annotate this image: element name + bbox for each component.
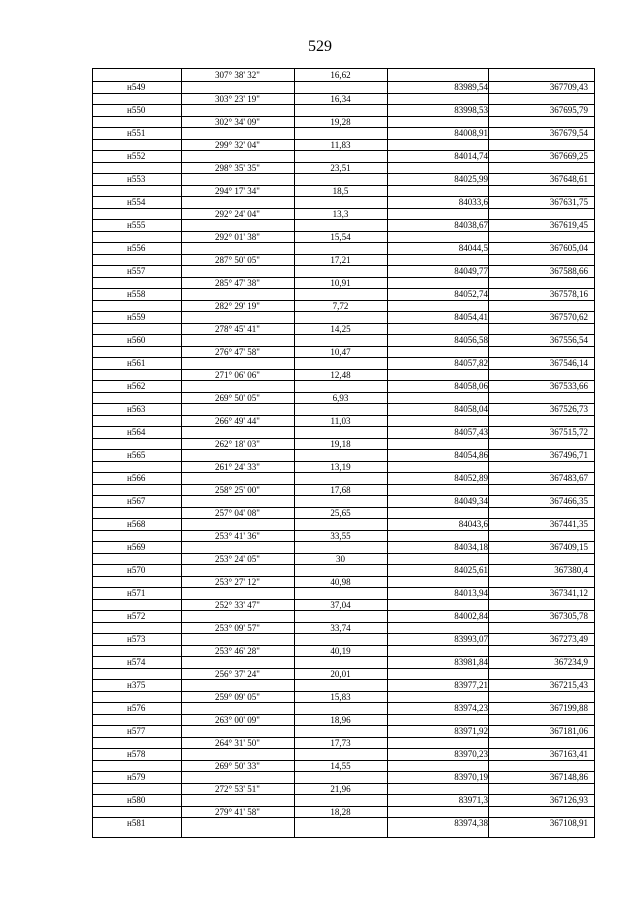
x-coordinate: 84044,5 [458,243,488,253]
y-coordinate: 367631,75 [549,197,588,207]
direction-angle: 269° 50' 33" [215,760,260,771]
segment-row [93,347,594,358]
segment-row [93,278,594,289]
segment-row [93,554,594,565]
segment-row [93,623,594,634]
segment-length: 15,54 [330,231,351,242]
point-row [93,289,594,300]
point-name: н550 [127,105,146,115]
segment-length: 14,55 [330,760,351,771]
point-row [93,266,594,277]
segment-row [93,692,594,703]
point-name: н566 [127,473,146,483]
direction-angle: 263° 00' 09" [215,714,260,725]
point-name: н573 [127,634,146,644]
segment-length: 16,62 [330,70,351,80]
segment-row [93,715,594,726]
x-coordinate: 83981,84 [454,657,488,667]
segment-row [93,416,594,427]
x-coordinate: 84025,61 [454,565,488,575]
x-coordinate: 84052,89 [454,473,488,483]
segment-length: 30 [336,553,345,564]
x-coordinate: 84052,74 [454,289,488,299]
direction-angle: 253° 46' 28" [215,645,260,656]
point-row [93,82,594,93]
y-coordinate: 367483,67 [549,473,588,483]
y-coordinate: 367273,49 [549,634,588,644]
segment-length: 33,74 [330,622,351,633]
x-coordinate: 84014,74 [454,151,488,161]
direction-angle: 256° 37' 24" [215,668,260,679]
direction-angle: 253° 24' 05" [215,553,260,564]
y-coordinate: 367570,62 [549,312,588,322]
point-row [93,772,594,783]
direction-angle: 287° 50' 05" [215,254,260,265]
direction-angle: 302° 34' 09" [215,116,260,127]
point-name: н579 [127,772,146,782]
segment-length: 21,96 [330,783,351,794]
point-name: н558 [127,289,146,299]
direction-angle: 269° 50' 05" [215,392,260,403]
point-row [93,795,594,806]
point-name: н574 [127,657,146,667]
segment-length: 10,47 [330,346,351,357]
x-coordinate: 83971,92 [454,726,488,736]
point-name: н375 [127,680,146,690]
segment-row [93,761,594,772]
point-row [93,335,594,346]
direction-angle: 292° 24' 04" [215,208,260,219]
segment-row [93,393,594,404]
point-row [93,542,594,553]
point-row [93,358,594,369]
x-coordinate: 84056,58 [454,335,488,345]
segment-row [93,485,594,496]
direction-angle: 294° 17' 34" [215,185,260,196]
y-coordinate: 367234,9 [554,657,588,667]
point-name: н556 [127,243,146,253]
segment-length: 15,83 [330,691,351,702]
segment-length: 17,68 [330,484,351,495]
y-coordinate: 367526,73 [549,404,588,414]
point-name: н578 [127,749,146,759]
x-coordinate: 84038,67 [454,220,488,230]
segment-length: 23,51 [330,162,351,173]
direction-angle: 276° 47' 58" [215,346,260,357]
segment-length: 16,34 [330,93,351,104]
direction-angle: 307° 38' 32" [215,70,260,80]
point-name: н569 [127,542,146,552]
y-coordinate: 367409,15 [549,542,588,552]
point-name: н562 [127,381,146,391]
y-coordinate: 367163,41 [549,749,588,759]
y-coordinate: 367341,12 [549,588,588,598]
x-coordinate: 84002,84 [454,611,488,621]
point-row [93,749,594,760]
coordinates-table [92,68,595,838]
segment-row [93,232,594,243]
x-coordinate: 84008,91 [454,128,488,138]
point-row [93,220,594,231]
direction-angle: 298° 35' 35" [215,162,260,173]
point-row [93,726,594,737]
segment-row [93,784,594,795]
direction-angle: 266° 49' 44" [215,415,260,426]
point-row [93,634,594,645]
point-row [93,588,594,599]
point-name: н549 [127,82,146,92]
point-name: н570 [127,565,146,575]
segment-length: 40,19 [330,645,351,656]
point-row [93,381,594,392]
point-row [93,473,594,484]
segment-length: 18,28 [330,806,351,817]
y-coordinate: 367619,45 [549,220,588,230]
x-coordinate: 84054,86 [454,450,488,460]
y-coordinate: 367669,25 [549,151,588,161]
point-name: н580 [127,795,146,805]
segment-length: 11,03 [330,415,351,426]
direction-angle: 262° 18' 03" [215,438,260,449]
x-coordinate: 83970,19 [454,772,488,782]
direction-angle: 299° 32' 04" [215,139,260,150]
segment-row [93,600,594,611]
point-row [93,519,594,530]
x-coordinate: 84057,43 [454,427,488,437]
segment-row [93,140,594,151]
segment-row [93,94,594,105]
y-coordinate: 367126,93 [549,795,588,805]
direction-angle: 253° 09' 57" [215,622,260,633]
x-coordinate: 84049,77 [454,266,488,276]
y-coordinate: 367588,66 [549,266,588,276]
point-name: н554 [127,197,146,207]
direction-angle: 282° 29' 19" [215,300,260,311]
segment-length: 12,48 [330,369,351,380]
segment-length: 6,93 [332,392,349,403]
point-name: н553 [127,174,146,184]
segment-length: 18,96 [330,714,351,725]
y-coordinate: 367181,06 [549,726,588,736]
direction-angle: 272° 53' 51" [215,783,260,794]
segment-length: 33,55 [330,530,351,541]
direction-angle: 257° 04' 08" [215,507,260,518]
segment-row [93,807,594,818]
segment-row [93,646,594,657]
point-name: н572 [127,611,146,621]
point-name: н552 [127,151,146,161]
y-coordinate: 367215,43 [549,680,588,690]
x-coordinate: 84049,34 [454,496,488,506]
direction-angle: 253° 41' 36" [215,530,260,541]
x-coordinate: 83993,07 [454,634,488,644]
segment-row [93,186,594,197]
point-row [93,105,594,116]
point-name: н581 [127,818,146,828]
y-coordinate: 367148,86 [549,772,588,782]
segment-length: 14,25 [330,323,351,334]
y-coordinate: 367695,79 [549,105,588,115]
point-name: н577 [127,726,146,736]
direction-angle: 258° 25' 00" [215,484,260,495]
segment-row [93,738,594,749]
y-coordinate: 367556,54 [549,335,588,345]
y-coordinate: 367546,14 [549,358,588,368]
point-name: н561 [127,358,146,368]
segment-length: 19,18 [330,438,351,449]
x-coordinate: 84058,04 [454,404,488,414]
point-name: н560 [127,335,146,345]
x-coordinate: 84057,82 [454,358,488,368]
segment-length: 20,01 [330,668,351,679]
x-coordinate: 84013,94 [454,588,488,598]
direction-angle: 292° 01' 38" [215,231,260,242]
x-coordinate: 83974,23 [454,703,488,713]
segment-row [93,669,594,680]
y-coordinate: 367515,72 [549,427,588,437]
point-row [93,680,594,691]
x-coordinate: 84025,99 [454,174,488,184]
x-coordinate: 83974,38 [454,818,488,828]
point-row [93,404,594,415]
point-name: н559 [127,312,146,322]
segment-row [93,462,594,473]
direction-angle: 279° 41' 58" [215,806,260,817]
page-number: 529 [308,38,332,55]
segment-row [93,370,594,381]
y-coordinate: 367305,78 [549,611,588,621]
point-name: н564 [127,427,146,437]
y-coordinate: 367108,91 [549,818,588,828]
segment-row [93,577,594,588]
point-row [93,312,594,323]
y-coordinate: 367199,88 [549,703,588,713]
point-name: н567 [127,496,146,506]
segment-length: 7,72 [332,300,349,311]
point-name: н563 [127,404,146,414]
y-coordinate: 367441,35 [549,519,588,529]
x-coordinate: 84043,6 [458,519,488,529]
direction-angle: 271° 06' 06" [215,369,260,380]
y-coordinate: 367709,43 [549,82,588,92]
point-row [93,243,594,254]
point-row [93,657,594,668]
direction-angle: 303° 23' 19" [215,93,260,104]
x-coordinate: 84033,6 [458,197,488,207]
direction-angle: 259° 09' 05" [215,691,260,702]
point-name: н551 [127,128,146,138]
y-coordinate: 367496,71 [549,450,588,460]
segment-length: 13,19 [330,461,351,472]
segment-row [93,117,594,128]
segment-length: 25,65 [330,507,351,518]
x-coordinate: 83970,23 [454,749,488,759]
segment-row [93,508,594,519]
segment-row [93,163,594,174]
direction-angle: 253° 27' 12" [215,576,260,587]
segment-length: 17,21 [330,254,351,265]
direction-angle: 252° 33' 47" [215,599,260,610]
point-row [93,197,594,208]
segment-row [93,531,594,542]
y-coordinate: 367466,35 [549,496,588,506]
direction-angle: 285° 47' 38" [215,277,260,288]
point-row [93,450,594,461]
x-coordinate: 83977,21 [454,680,488,690]
point-name: н555 [127,220,146,230]
x-coordinate: 84058,06 [454,381,488,391]
point-row [93,151,594,162]
segment-length: 13,3 [332,208,349,219]
point-row [93,703,594,714]
x-coordinate: 84034,18 [454,542,488,552]
direction-angle: 278° 45' 41" [215,323,260,334]
segment-length: 19,28 [330,116,351,127]
point-name: н565 [127,450,146,460]
segment-length: 37,04 [330,599,351,610]
x-coordinate: 84054,41 [454,312,488,322]
y-coordinate: 367380,4 [554,565,588,575]
segment-length: 10,91 [330,277,351,288]
segment-length: 40,98 [330,576,351,587]
y-coordinate: 367578,16 [549,289,588,299]
point-row [93,174,594,185]
y-coordinate: 367648,61 [549,174,588,184]
segment-row [93,439,594,450]
segment-row [93,324,594,335]
segment-row [93,70,594,81]
direction-angle: 261° 24' 33" [215,461,260,472]
segment-length: 18,5 [332,185,349,196]
segment-row [93,209,594,220]
segment-length: 17,73 [330,737,351,748]
x-coordinate: 83971,3 [458,795,488,805]
x-coordinate: 83998,53 [454,105,488,115]
y-coordinate: 367679,54 [549,128,588,138]
segment-row [93,255,594,266]
point-row [93,496,594,507]
point-name: н568 [127,519,146,529]
direction-angle: 264° 31' 50" [215,737,260,748]
segment-length: 11,83 [330,139,351,150]
y-coordinate: 367533,66 [549,381,588,391]
point-row [93,818,594,829]
segment-row [93,301,594,312]
point-row [93,611,594,622]
y-coordinate: 367605,04 [549,243,588,253]
point-name: н571 [127,588,146,598]
x-coordinate: 83989,54 [454,82,488,92]
point-row [93,565,594,576]
point-name: н557 [127,266,146,276]
point-row [93,427,594,438]
point-name: н576 [127,703,146,713]
point-row [93,128,594,139]
